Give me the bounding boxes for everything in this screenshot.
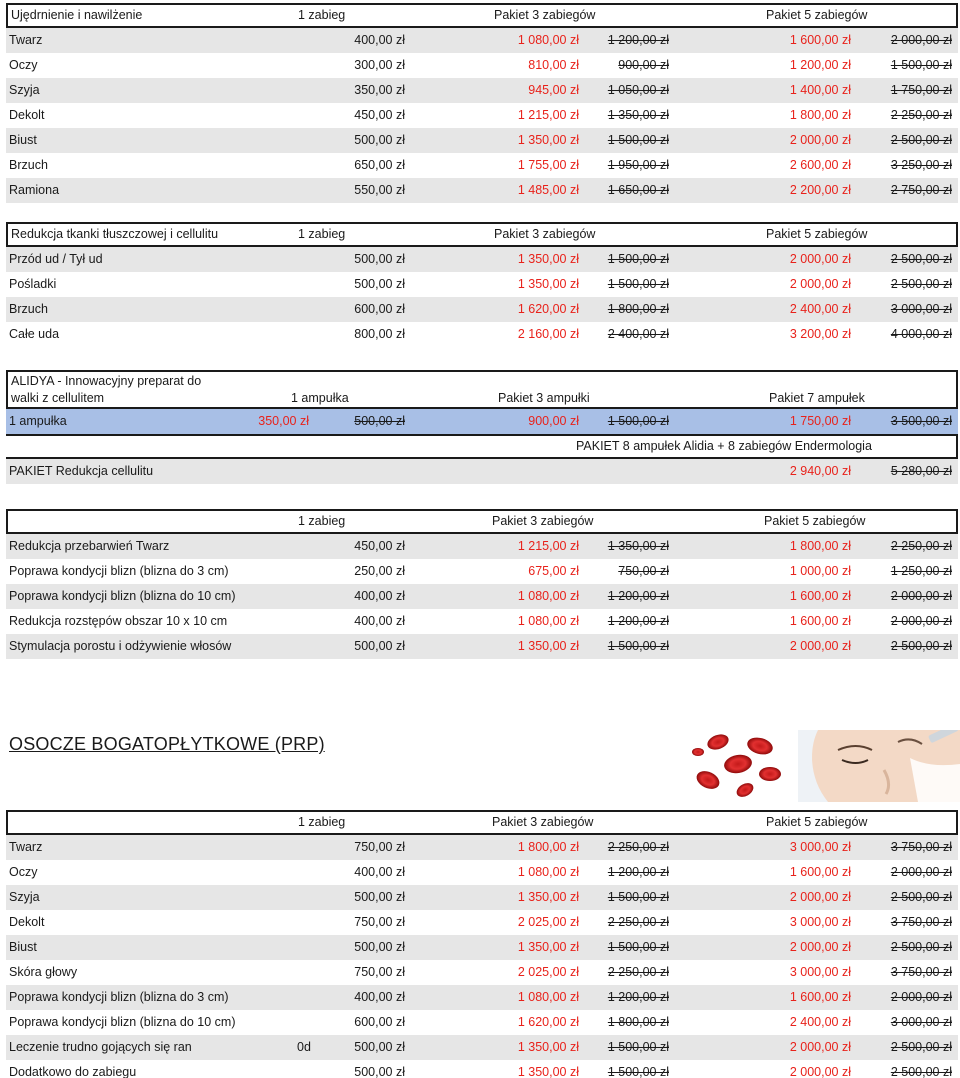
price-5-old: 1 500,00 zł [890, 58, 952, 72]
col-header-5: Pakiet 5 zabiegów [766, 815, 868, 829]
price-3-old: 1 500,00 zł [607, 414, 669, 428]
price-3-old: 1 500,00 zł [607, 1040, 669, 1054]
table-row [6, 178, 958, 203]
price-1: 450,00 zł [354, 108, 405, 122]
price-3-old: 1 500,00 zł [607, 277, 669, 291]
price-5-old: 2 250,00 zł [890, 108, 952, 122]
table-row [6, 835, 958, 860]
price-3-old: 1 200,00 zł [607, 990, 669, 1004]
price-1: 400,00 zł [354, 589, 405, 603]
price-3-old: 1 200,00 zł [607, 865, 669, 879]
price-5-old: 3 750,00 zł [890, 840, 952, 854]
red-blood-cells-image [690, 730, 790, 802]
table-row [6, 409, 958, 434]
price-1: 500,00 zł [354, 890, 405, 904]
price-1: 350,00 zł [354, 83, 405, 97]
row-name: 1 ampułka [9, 414, 67, 428]
price-5-old: 2 500,00 zł [890, 890, 952, 904]
price-5-old: 3 250,00 zł [890, 158, 952, 172]
price-1: 500,00 zł [354, 940, 405, 954]
price-3-old: 1 800,00 zł [607, 302, 669, 316]
price-5: 1 800,00 zł [789, 539, 851, 553]
price-5: 3 000,00 zł [789, 965, 851, 979]
price-5-old: 2 500,00 zł [890, 277, 952, 291]
price-5-old: 2 000,00 zł [890, 614, 952, 628]
price-5-old: 2 500,00 zł [890, 252, 952, 266]
price-1: 400,00 zł [354, 990, 405, 1004]
price-5-old: 2 250,00 zł [890, 539, 952, 553]
package-title: PAKIET 8 ampułek Alidia + 8 zabiegów Endermologia [576, 439, 872, 453]
price-1: 750,00 zł [354, 840, 405, 854]
table-row [6, 322, 958, 347]
col-header-3: Pakiet 3 zabiegów [492, 815, 594, 829]
price-3: 900,00 zł [528, 414, 579, 428]
price-3-old: 1 800,00 zł [607, 1015, 669, 1029]
price-5-old: 2 500,00 zł [890, 1040, 952, 1054]
price-3: 1 080,00 zł [517, 589, 579, 603]
price-3-old: 1 650,00 zł [607, 183, 669, 197]
price-5: 2 600,00 zł [789, 158, 851, 172]
price-5-old: 3 750,00 zł [890, 915, 952, 929]
price-5-old: 2 000,00 zł [890, 865, 952, 879]
price-3-old: 1 500,00 zł [607, 1065, 669, 1078]
row-name: Twarz [9, 33, 43, 47]
price-5-old: 2 000,00 zł [890, 33, 952, 47]
price-5: 2 000,00 zł [789, 133, 851, 147]
table-header [6, 3, 958, 28]
table-row [6, 153, 958, 178]
table-row [6, 247, 958, 272]
table-header [6, 509, 958, 534]
package-price: 2 940,00 zł [789, 464, 851, 478]
table-row [6, 860, 958, 885]
price-3: 1 215,00 zł [517, 539, 579, 553]
col-header-3: Pakiet 3 zabiegów [494, 227, 596, 241]
table-row [6, 1060, 958, 1078]
row-name: Leczenie trudno gojących się ran [9, 1040, 192, 1054]
price-1: 550,00 zł [354, 183, 405, 197]
table-header [6, 222, 958, 247]
row-name: Biust [9, 133, 37, 147]
price-5-old: 1 750,00 zł [890, 83, 952, 97]
col-header-1: 1 zabieg [298, 8, 346, 22]
price-3: 1 080,00 zł [517, 614, 579, 628]
row-name: Biust [9, 940, 37, 954]
table-row [6, 534, 958, 559]
row-name: Redukcja przebarwień Twarz [9, 539, 170, 553]
row-name: Ramiona [9, 183, 60, 197]
price-5: 2 000,00 zł [789, 639, 851, 653]
price-3: 1 080,00 zł [517, 990, 579, 1004]
table-row [6, 985, 958, 1010]
col-header-3: Pakiet 3 zabiegów [492, 514, 594, 528]
price-1: 400,00 zł [354, 614, 405, 628]
table-row [6, 297, 958, 322]
price-3: 1 215,00 zł [517, 108, 579, 122]
price-1: 500,00 zł [354, 639, 405, 653]
face-treatment-image [798, 730, 960, 802]
price-1: 500,00 zł [354, 1040, 405, 1054]
price-3: 2 025,00 zł [517, 965, 579, 979]
price-1-old: 500,00 zł [354, 414, 405, 428]
row-name: Oczy [9, 58, 38, 72]
price-5: 1 600,00 zł [789, 990, 851, 1004]
price-5: 2 000,00 zł [789, 940, 851, 954]
price-5: 2 000,00 zł [789, 277, 851, 291]
price-5-old: 2 500,00 zł [890, 133, 952, 147]
table-row [6, 634, 958, 659]
price-5-old: 2 500,00 zł [890, 1065, 952, 1078]
price-5-old: 4 000,00 zł [890, 327, 952, 341]
price-3: 1 350,00 zł [517, 940, 579, 954]
row-name: Szyja [9, 890, 40, 904]
price-5: 2 200,00 zł [789, 183, 851, 197]
col-header-5: Pakiet 5 zabiegów [766, 8, 868, 22]
price-3: 1 080,00 zł [517, 33, 579, 47]
price-1: 500,00 zł [354, 133, 405, 147]
price-5: 1 200,00 zł [789, 58, 851, 72]
price-5-old: 3 000,00 zł [890, 1015, 952, 1029]
price-1: 500,00 zł [354, 252, 405, 266]
table-header [6, 370, 958, 409]
table-row [6, 78, 958, 103]
price-3: 1 350,00 zł [517, 1065, 579, 1078]
price-3-old: 1 350,00 zł [607, 108, 669, 122]
col-header-3: Pakiet 3 zabiegów [494, 8, 596, 22]
price-table-alidya [6, 370, 958, 484]
price-5: 2 000,00 zł [789, 890, 851, 904]
price-3: 1 620,00 zł [517, 1015, 579, 1029]
price-3-old: 1 500,00 zł [607, 133, 669, 147]
price-table-prp [6, 810, 958, 1078]
price-5: 3 000,00 zł [789, 915, 851, 929]
col-header-7: Pakiet 7 ampułek [769, 391, 865, 405]
price-5: 2 000,00 zł [789, 1065, 851, 1078]
price-1: 750,00 zł [354, 915, 405, 929]
price-3-old: 1 350,00 zł [607, 539, 669, 553]
price-3: 1 485,00 zł [517, 183, 579, 197]
price-5: 1 000,00 zł [789, 564, 851, 578]
price-3: 1 350,00 zł [517, 1040, 579, 1054]
row-name: Dekolt [9, 915, 45, 929]
price-5: 1 800,00 zł [789, 108, 851, 122]
price-5: 2 000,00 zł [789, 252, 851, 266]
row-name: Poprawa kondycji blizn (blizna do 10 cm) [9, 589, 236, 603]
price-5-old: 2 750,00 zł [890, 183, 952, 197]
price-1: 750,00 zł [354, 965, 405, 979]
price-3: 1 350,00 zł [517, 133, 579, 147]
row-name: Redukcja rozstępów obszar 10 x 10 cm [9, 614, 228, 628]
price-5: 1 600,00 zł [789, 614, 851, 628]
row-name: Całe uda [9, 327, 60, 341]
table-row [6, 103, 958, 128]
price-3-old: 2 250,00 zł [607, 840, 669, 854]
price-5-old: 3 000,00 zł [890, 302, 952, 316]
price-1: 400,00 zł [354, 33, 405, 47]
section-title: Ujędrnienie i nawilżenie [11, 8, 143, 22]
price-1: 600,00 zł [354, 1015, 405, 1029]
table-row [6, 1010, 958, 1035]
price-3-old: 1 050,00 zł [607, 83, 669, 97]
row-name: Przód ud / Tył ud [9, 252, 103, 266]
table-row [6, 128, 958, 153]
price-3-old: 2 250,00 zł [607, 915, 669, 929]
row-name: Brzuch [9, 158, 48, 172]
package-price-old: 5 280,00 zł [890, 464, 952, 478]
table-row [6, 910, 958, 935]
price-3-old: 1 500,00 zł [607, 252, 669, 266]
price-3-old: 1 200,00 zł [607, 589, 669, 603]
price-table-hydration [6, 3, 958, 203]
price-5: 2 400,00 zł [789, 302, 851, 316]
price-1: 500,00 zł [354, 277, 405, 291]
col-header-1: 1 zabieg [298, 227, 346, 241]
price-5-old: 2 500,00 zł [890, 639, 952, 653]
table-row [6, 960, 958, 985]
price-3-old: 2 250,00 zł [607, 965, 669, 979]
price-1: 400,00 zł [354, 865, 405, 879]
table-row [6, 584, 958, 609]
price-1: 250,00 zł [354, 564, 405, 578]
price-5: 3 000,00 zł [789, 840, 851, 854]
price-5-old: 2 000,00 zł [890, 589, 952, 603]
price-3: 1 350,00 zł [517, 277, 579, 291]
price-3: 675,00 zł [528, 564, 579, 578]
col-header-5: Pakiet 5 zabiegów [766, 227, 868, 241]
price-3-old: 900,00 zł [618, 58, 669, 72]
price-3: 1 080,00 zł [517, 865, 579, 879]
price-table-fat-reduction [6, 222, 958, 347]
price-5: 1 600,00 zł [789, 589, 851, 603]
price-5: 1 600,00 zł [789, 33, 851, 47]
price-3: 1 755,00 zł [517, 158, 579, 172]
price-3-old: 750,00 zł [618, 564, 669, 578]
table-row [6, 885, 958, 910]
price-3-old: 1 950,00 zł [607, 158, 669, 172]
row-name: Oczy [9, 865, 38, 879]
row-name: Dekolt [9, 108, 45, 122]
price-3-old: 1 500,00 zł [607, 639, 669, 653]
price-table-scars [6, 509, 958, 659]
col-header-1: 1 zabieg [298, 815, 346, 829]
price-5: 2 400,00 zł [789, 1015, 851, 1029]
table-row [6, 28, 958, 53]
price-5: 1 400,00 zł [789, 83, 851, 97]
price-3: 2 160,00 zł [517, 327, 579, 341]
price-3-old: 1 200,00 zł [607, 33, 669, 47]
price-3: 1 620,00 zł [517, 302, 579, 316]
row-name: Szyja [9, 83, 40, 97]
table-row [6, 1035, 958, 1060]
table-header [6, 810, 958, 835]
row-name: Stymulacja porostu i odżywienie włosów [9, 639, 232, 653]
col-header-3: Pakiet 3 ampułki [498, 391, 590, 405]
price-5: 1 600,00 zł [789, 865, 851, 879]
price-5: 2 000,00 zł [789, 1040, 851, 1054]
row-name: Poprawa kondycji blizn (blizna do 10 cm) [9, 1015, 236, 1029]
price-3: 1 350,00 zł [517, 639, 579, 653]
table-row [6, 559, 958, 584]
price-3-old: 1 500,00 zł [607, 890, 669, 904]
row-extra: 0d [297, 1040, 311, 1054]
price-1: 650,00 zł [354, 158, 405, 172]
price-5-old: 1 250,00 zł [890, 564, 952, 578]
price-1: 600,00 zł [354, 302, 405, 316]
table-row [6, 53, 958, 78]
row-name: Skóra głowy [9, 965, 78, 979]
price-7: 1 750,00 zł [789, 414, 851, 428]
price-1: 800,00 zł [354, 327, 405, 341]
price-3-old: 1 500,00 zł [607, 940, 669, 954]
table-row [6, 935, 958, 960]
price-3: 1 350,00 zł [517, 890, 579, 904]
row-name: Twarz [9, 840, 43, 854]
row-name: Pośladki [9, 277, 57, 291]
alidya-title-line1: ALIDYA - Innowacyjny preparat do [11, 374, 202, 388]
price-7-old: 3 500,00 zł [890, 414, 952, 428]
row-name: Brzuch [9, 302, 48, 316]
price-3-old: 2 400,00 zł [607, 327, 669, 341]
col-header-1: 1 zabieg [298, 514, 346, 528]
row-name: Poprawa kondycji blizn (blizna do 3 cm) [9, 564, 229, 578]
row-name: Dodatkowo do zabiegu [9, 1065, 137, 1078]
price-3-old: 1 200,00 zł [607, 614, 669, 628]
price-1: 350,00 zł [258, 414, 309, 428]
table-row [6, 609, 958, 634]
price-1: 300,00 zł [354, 58, 405, 72]
price-1: 450,00 zł [354, 539, 405, 553]
price-5-old: 3 750,00 zł [890, 965, 952, 979]
alidya-title-line2: walki z cellulitem [11, 391, 105, 405]
price-3: 945,00 zł [528, 83, 579, 97]
table-row [6, 272, 958, 297]
price-5-old: 2 000,00 zł [890, 990, 952, 1004]
price-5-old: 2 500,00 zł [890, 940, 952, 954]
price-3: 1 800,00 zł [517, 840, 579, 854]
price-3: 810,00 zł [528, 58, 579, 72]
price-3: 2 025,00 zł [517, 915, 579, 929]
col-header-1: 1 ampułka [291, 391, 349, 405]
price-3: 1 350,00 zł [517, 252, 579, 266]
col-header-5: Pakiet 5 zabiegów [764, 514, 866, 528]
row-name: Poprawa kondycji blizn (blizna do 3 cm) [9, 990, 229, 1004]
row-name: PAKIET Redukcja cellulitu [9, 464, 154, 478]
table-row [6, 459, 958, 484]
price-5: 3 200,00 zł [789, 327, 851, 341]
page-title: OSOCZE BOGATOPŁYTKOWE (PRP) [9, 734, 325, 754]
package-header [6, 434, 958, 459]
price-1: 500,00 zł [354, 1065, 405, 1078]
section-title: Redukcja tkanki tłuszczowej i cellulitu [11, 227, 219, 241]
